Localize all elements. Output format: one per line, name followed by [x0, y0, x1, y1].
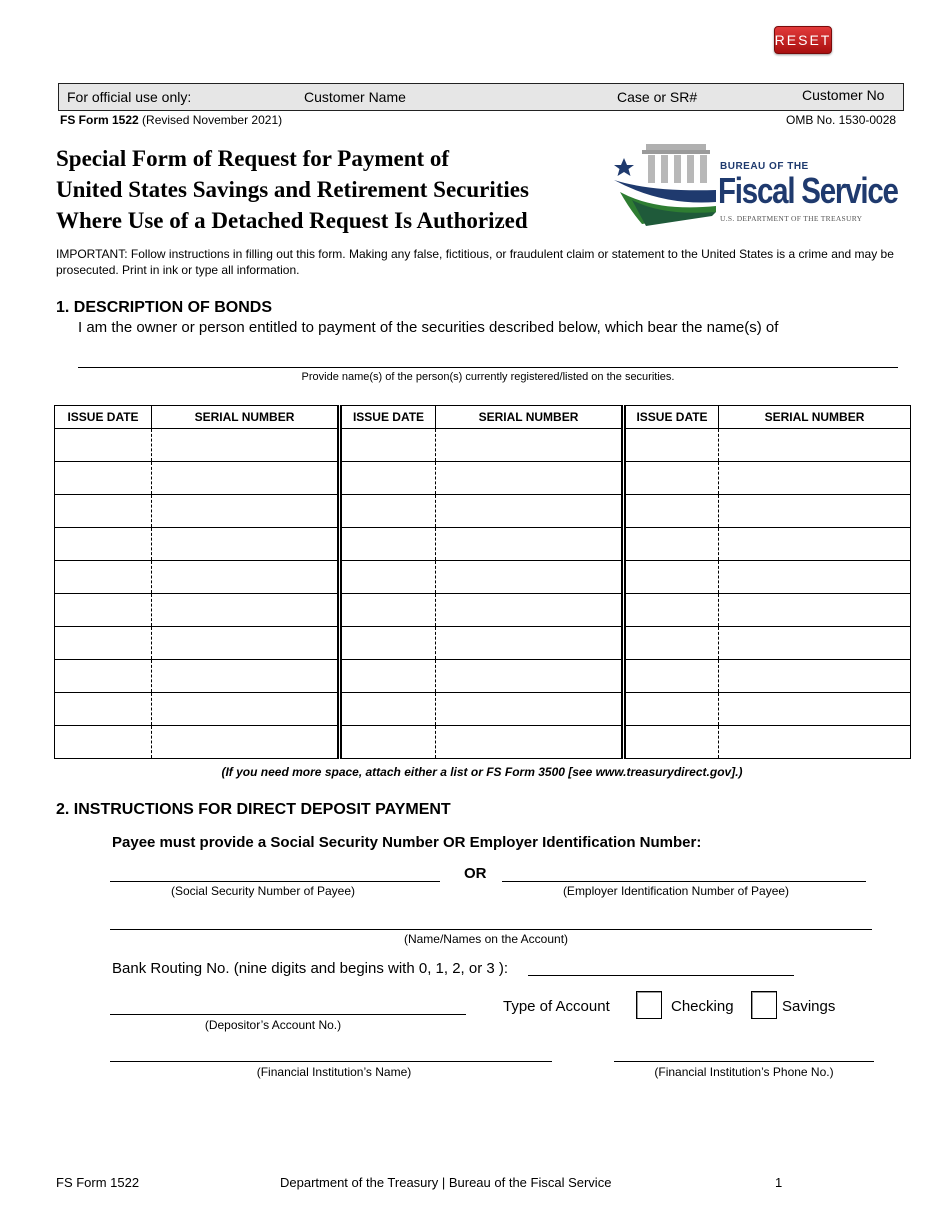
serial-number-cell[interactable] [152, 627, 340, 660]
serial-number-cell[interactable] [436, 528, 624, 561]
page-number: 1 [775, 1175, 783, 1190]
issue-date-cell[interactable] [340, 495, 436, 528]
issue-date-cell[interactable] [55, 528, 152, 561]
issue-date-cell[interactable] [340, 693, 436, 726]
issue-date-cell[interactable] [624, 660, 719, 693]
issue-date-cell[interactable] [340, 627, 436, 660]
official-use-label: For official use only: [67, 89, 192, 105]
column-header: ISSUE DATE [340, 406, 436, 429]
important-notice: IMPORTANT: Follow instructions in filling out this form. Making any false, fictitious, or fraudulent claim or statement to the United States is a crime and may be prosecuted. Print in ink or type all information. [56, 247, 894, 277]
checking-label: Checking [671, 998, 734, 1015]
section-1-heading: 1. DESCRIPTION OF BONDS [56, 299, 273, 316]
issue-date-cell[interactable] [340, 660, 436, 693]
logo-bureau-text: BUREAU OF THE [720, 161, 809, 172]
serial-number-cell[interactable] [719, 693, 911, 726]
issue-date-cell[interactable] [624, 726, 719, 759]
title-line-2: United States Savings and Retirement Securities [56, 177, 529, 202]
form-revised: (Revised November 2021) [142, 113, 283, 127]
issue-date-cell[interactable] [55, 495, 152, 528]
payee-note: Payee must provide a Social Security Number OR Employer Identification Number: [112, 834, 702, 851]
logo-sub-text: U.S. DEPARTMENT OF THE TREASURY [720, 214, 863, 223]
fi-phone-caption: (Financial Institution’s Phone No.) [654, 1065, 834, 1079]
issue-date-cell[interactable] [624, 627, 719, 660]
registered-names-input[interactable] [78, 346, 898, 368]
customer-no-field[interactable]: Customer No [802, 87, 885, 103]
serial-number-cell[interactable] [719, 495, 911, 528]
title-line-3: Where Use of a Detached Request Is Authorized [56, 208, 528, 233]
serial-number-cell[interactable] [152, 462, 340, 495]
issue-date-cell[interactable] [55, 726, 152, 759]
account-number-input[interactable] [110, 996, 466, 1015]
issue-date-cell[interactable] [624, 528, 719, 561]
serial-number-cell[interactable] [152, 594, 340, 627]
more-space-note: (If you need more space, attach either a list or FS Form 3500 [see www.treasurydirect.gov].) [221, 765, 743, 779]
issue-date-cell[interactable] [340, 462, 436, 495]
section-2-heading: 2. INSTRUCTIONS FOR DIRECT DEPOSIT PAYMENT [56, 801, 451, 818]
registered-names-caption: Provide name(s) of the person(s) currently registered/listed on the securities. [301, 371, 675, 383]
official-use-bar [58, 83, 904, 111]
form-id [60, 113, 282, 127]
fiscal-service-logo [612, 140, 902, 230]
table-row [55, 627, 911, 660]
footer-department: Department of the Treasury | Bureau of the Fiscal Service [280, 1175, 612, 1190]
case-sr-field[interactable]: Case or SR# [617, 89, 698, 105]
column-header: ISSUE DATE [624, 406, 719, 429]
serial-number-cell[interactable] [719, 561, 911, 594]
omb-number: OMB No. 1530-0028 [786, 113, 897, 127]
savings-checkbox[interactable] [751, 991, 777, 1019]
table-row [55, 693, 911, 726]
serial-number-cell[interactable] [436, 495, 624, 528]
checking-checkbox[interactable] [636, 991, 662, 1019]
serial-number-cell[interactable] [436, 726, 624, 759]
serial-number-cell[interactable] [719, 627, 911, 660]
title-line-1: Special Form of Request for Payment of [56, 146, 450, 171]
issue-date-cell[interactable] [624, 495, 719, 528]
issue-date-cell[interactable] [55, 627, 152, 660]
serial-number-cell[interactable] [719, 528, 911, 561]
column-header: SERIAL NUMBER [436, 406, 624, 429]
table-row [55, 726, 911, 759]
column-header: ISSUE DATE [55, 406, 152, 429]
issue-date-cell[interactable] [340, 528, 436, 561]
ssn-input[interactable] [110, 864, 440, 882]
bonds-table-header [55, 406, 911, 429]
ein-caption: (Employer Identification Number of Payee) [562, 884, 790, 898]
fi-phone-input[interactable] [614, 1043, 874, 1062]
serial-number-cell[interactable] [436, 627, 624, 660]
issue-date-cell[interactable] [55, 660, 152, 693]
column-header: SERIAL NUMBER [152, 406, 340, 429]
issue-date-cell[interactable] [624, 462, 719, 495]
section-1-intro: I am the owner or person entitled to payment of the securities described below, which bear the name(s) of [78, 319, 779, 336]
account-type-label: Type of Account [503, 998, 610, 1015]
issue-date-cell[interactable] [624, 561, 719, 594]
serial-number-cell[interactable] [719, 462, 911, 495]
fi-name-input[interactable] [110, 1043, 552, 1062]
serial-number-cell[interactable] [719, 726, 911, 759]
fi-name-caption: (Financial Institution’s Name) [256, 1065, 412, 1079]
serial-number-cell[interactable] [436, 660, 624, 693]
ein-input[interactable] [502, 864, 866, 882]
page-title [56, 143, 616, 236]
footer-form-name: FS Form 1522 [56, 1175, 140, 1190]
serial-number-cell[interactable] [152, 561, 340, 594]
serial-number-cell[interactable] [719, 429, 911, 462]
issue-date-cell[interactable] [55, 561, 152, 594]
issue-date-cell[interactable] [55, 462, 152, 495]
savings-label: Savings [782, 998, 836, 1015]
table-row [55, 660, 911, 693]
serial-number-cell[interactable] [152, 495, 340, 528]
issue-date-cell[interactable] [624, 594, 719, 627]
issue-date-cell[interactable] [624, 429, 719, 462]
account-name-input[interactable] [110, 912, 872, 930]
issue-date-cell[interactable] [340, 726, 436, 759]
column-header: SERIAL NUMBER [719, 406, 911, 429]
issue-date-cell[interactable] [55, 594, 152, 627]
ssn-caption: (Social Security Number of Payee) [170, 884, 356, 898]
serial-number-cell[interactable] [436, 429, 624, 462]
serial-number-cell[interactable] [436, 594, 624, 627]
reset-button[interactable]: RESET [774, 26, 832, 54]
issue-date-cell[interactable] [55, 693, 152, 726]
serial-number-cell[interactable] [719, 660, 911, 693]
routing-label: Bank Routing No. (nine digits and begins with 0, 1, 2, or 3 ): [112, 960, 509, 977]
table-row [55, 462, 911, 495]
serial-number-cell[interactable] [436, 693, 624, 726]
issue-date-cell[interactable] [340, 594, 436, 627]
issue-date-cell[interactable] [340, 429, 436, 462]
serial-number-cell[interactable] [719, 594, 911, 627]
table-row [55, 528, 911, 561]
routing-number-input[interactable] [528, 957, 794, 976]
table-row [55, 561, 911, 594]
logo-main-text: Fiscal Service [718, 170, 898, 211]
treasury-building-icon [612, 140, 718, 230]
serial-number-cell[interactable] [152, 660, 340, 693]
bonds-table [54, 405, 911, 759]
table-row [55, 429, 911, 462]
serial-number-cell[interactable] [152, 693, 340, 726]
serial-number-cell[interactable] [436, 462, 624, 495]
issue-date-cell[interactable] [340, 561, 436, 594]
serial-number-cell[interactable] [152, 726, 340, 759]
serial-number-cell[interactable] [436, 561, 624, 594]
account-name-caption: (Name/Names on the Account) [403, 932, 569, 946]
issue-date-cell[interactable] [624, 693, 719, 726]
serial-number-cell[interactable] [152, 528, 340, 561]
customer-name-field[interactable]: Customer Name [304, 89, 406, 105]
table-row [55, 495, 911, 528]
issue-date-cell[interactable] [55, 429, 152, 462]
serial-number-cell[interactable] [152, 429, 340, 462]
table-row [55, 594, 911, 627]
account-number-caption: (Depositor’s Account No.) [204, 1018, 342, 1032]
or-label: OR [464, 865, 487, 882]
form-name: FS Form 1522 [60, 113, 139, 127]
